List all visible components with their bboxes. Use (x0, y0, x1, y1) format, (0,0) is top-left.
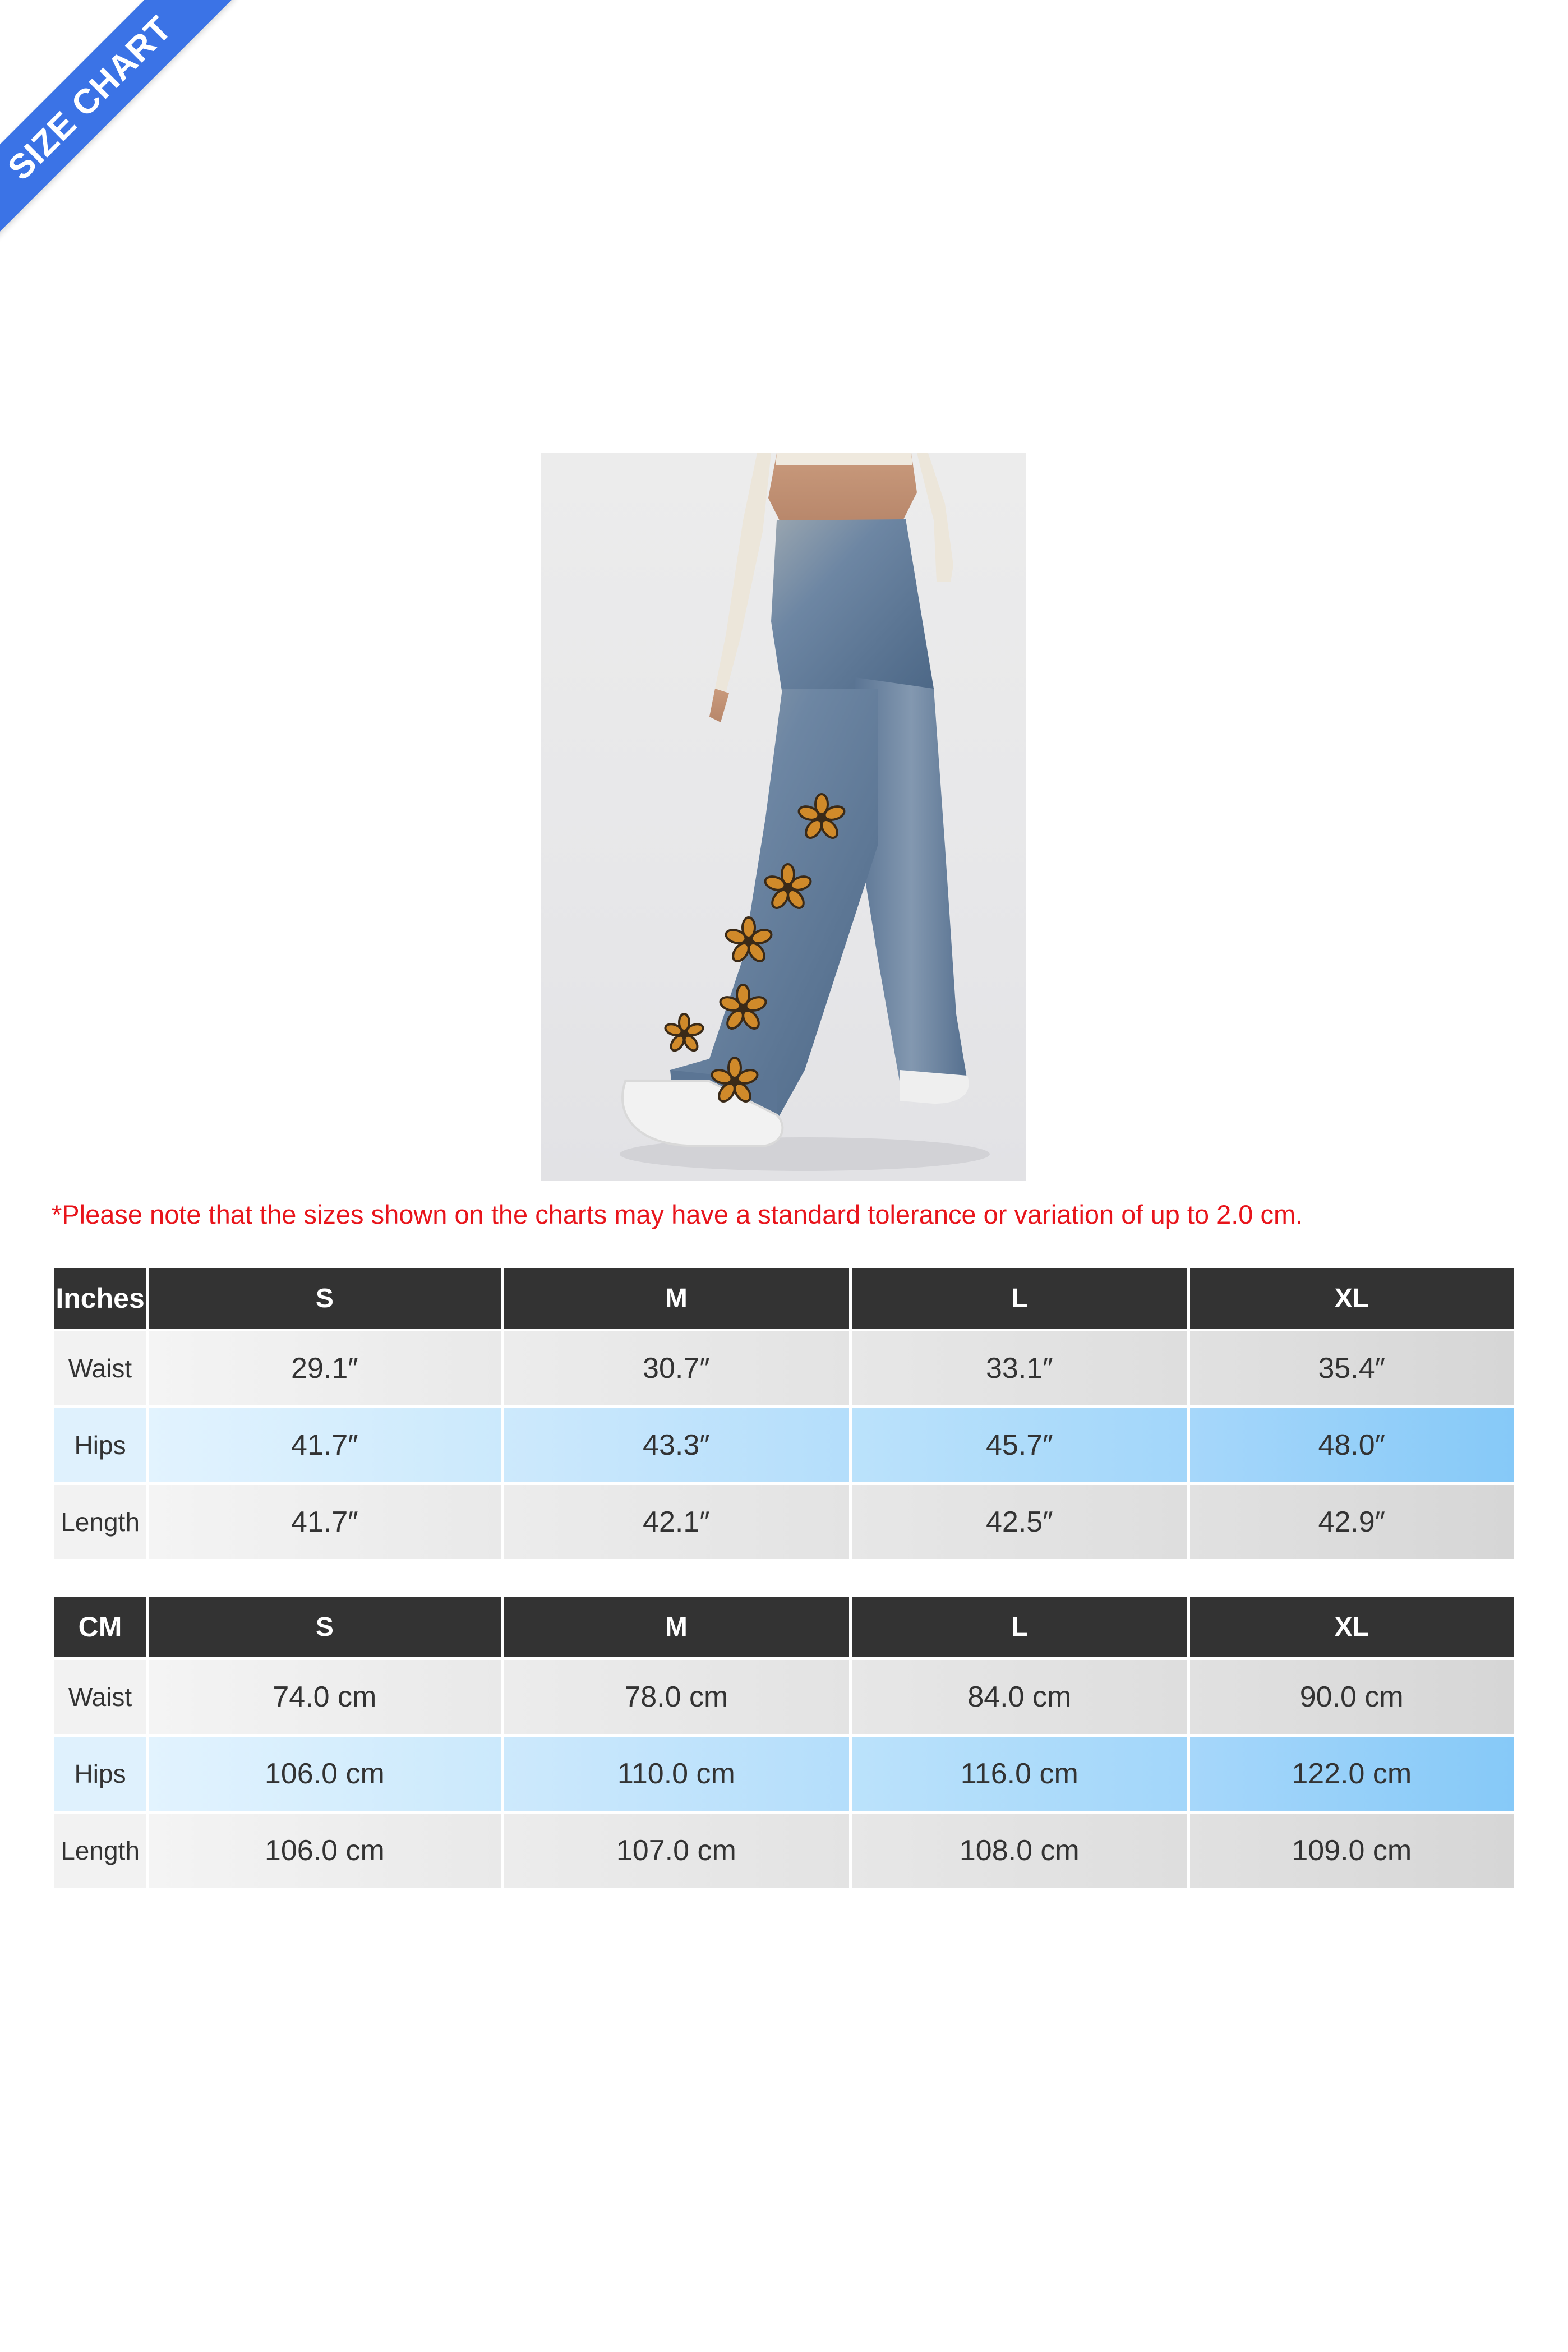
cm-size-table (52, 1594, 1516, 1890)
row-label: Length (54, 1485, 146, 1559)
table-cell: 106.0 cm (149, 1737, 500, 1811)
table-cell: 42.9″ (1190, 1485, 1514, 1559)
table-cell: 33.1″ (852, 1331, 1187, 1405)
wide-leg-jeans-photo (541, 453, 1026, 1181)
size-header: S (149, 1597, 500, 1657)
table-cell: 106.0 cm (149, 1814, 500, 1888)
size-header: M (504, 1268, 849, 1329)
size-header: XL (1190, 1597, 1514, 1657)
table-cell: 30.7″ (504, 1331, 849, 1405)
inches-size-table (52, 1265, 1516, 1562)
tolerance-note: *Please note that the sizes shown on the charts may have a standard tolerance or variation of up to 2.0 cm. (52, 1200, 1303, 1229)
table-cell: 109.0 cm (1190, 1814, 1514, 1888)
table-cell: 110.0 cm (504, 1737, 849, 1811)
table-cell: 41.7″ (149, 1408, 500, 1482)
table-cell: 29.1″ (149, 1331, 500, 1405)
table-cell: 90.0 cm (1190, 1660, 1514, 1734)
table-cell: 42.5″ (852, 1485, 1187, 1559)
table-row (54, 1737, 1514, 1811)
product-photo (541, 453, 1026, 1181)
table-header-row (54, 1597, 1514, 1657)
table-row (54, 1814, 1514, 1888)
row-label: Waist (54, 1660, 146, 1734)
table-cell: 41.7″ (149, 1485, 500, 1559)
size-chart-badge: SIZE CHART (0, 0, 234, 243)
table-row (54, 1660, 1514, 1734)
table-cell: 45.7″ (852, 1408, 1187, 1482)
size-header: L (852, 1597, 1187, 1657)
row-label: Hips (54, 1408, 146, 1482)
table-row (54, 1485, 1514, 1559)
table-row (54, 1331, 1514, 1405)
size-header: L (852, 1268, 1187, 1329)
table-cell: 74.0 cm (149, 1660, 500, 1734)
row-label: Hips (54, 1737, 146, 1811)
table-cell: 78.0 cm (504, 1660, 849, 1734)
table-cell: 35.4″ (1190, 1331, 1514, 1405)
table-cell: 108.0 cm (852, 1814, 1187, 1888)
size-header: M (504, 1597, 849, 1657)
size-header: S (149, 1268, 500, 1329)
table-cell: 116.0 cm (852, 1737, 1187, 1811)
row-label: Waist (54, 1331, 146, 1405)
table-cell: 107.0 cm (504, 1814, 849, 1888)
table-row (54, 1408, 1514, 1482)
table-cell: 48.0″ (1190, 1408, 1514, 1482)
table-cell: 84.0 cm (852, 1660, 1187, 1734)
size-header: XL (1190, 1268, 1514, 1329)
table-header-row (54, 1268, 1514, 1329)
row-label: Length (54, 1814, 146, 1888)
table-cell: 122.0 cm (1190, 1737, 1514, 1811)
unit-header: CM (54, 1597, 146, 1657)
table-cell: 42.1″ (504, 1485, 849, 1559)
unit-header: Inches (54, 1268, 146, 1329)
table-cell: 43.3″ (504, 1408, 849, 1482)
